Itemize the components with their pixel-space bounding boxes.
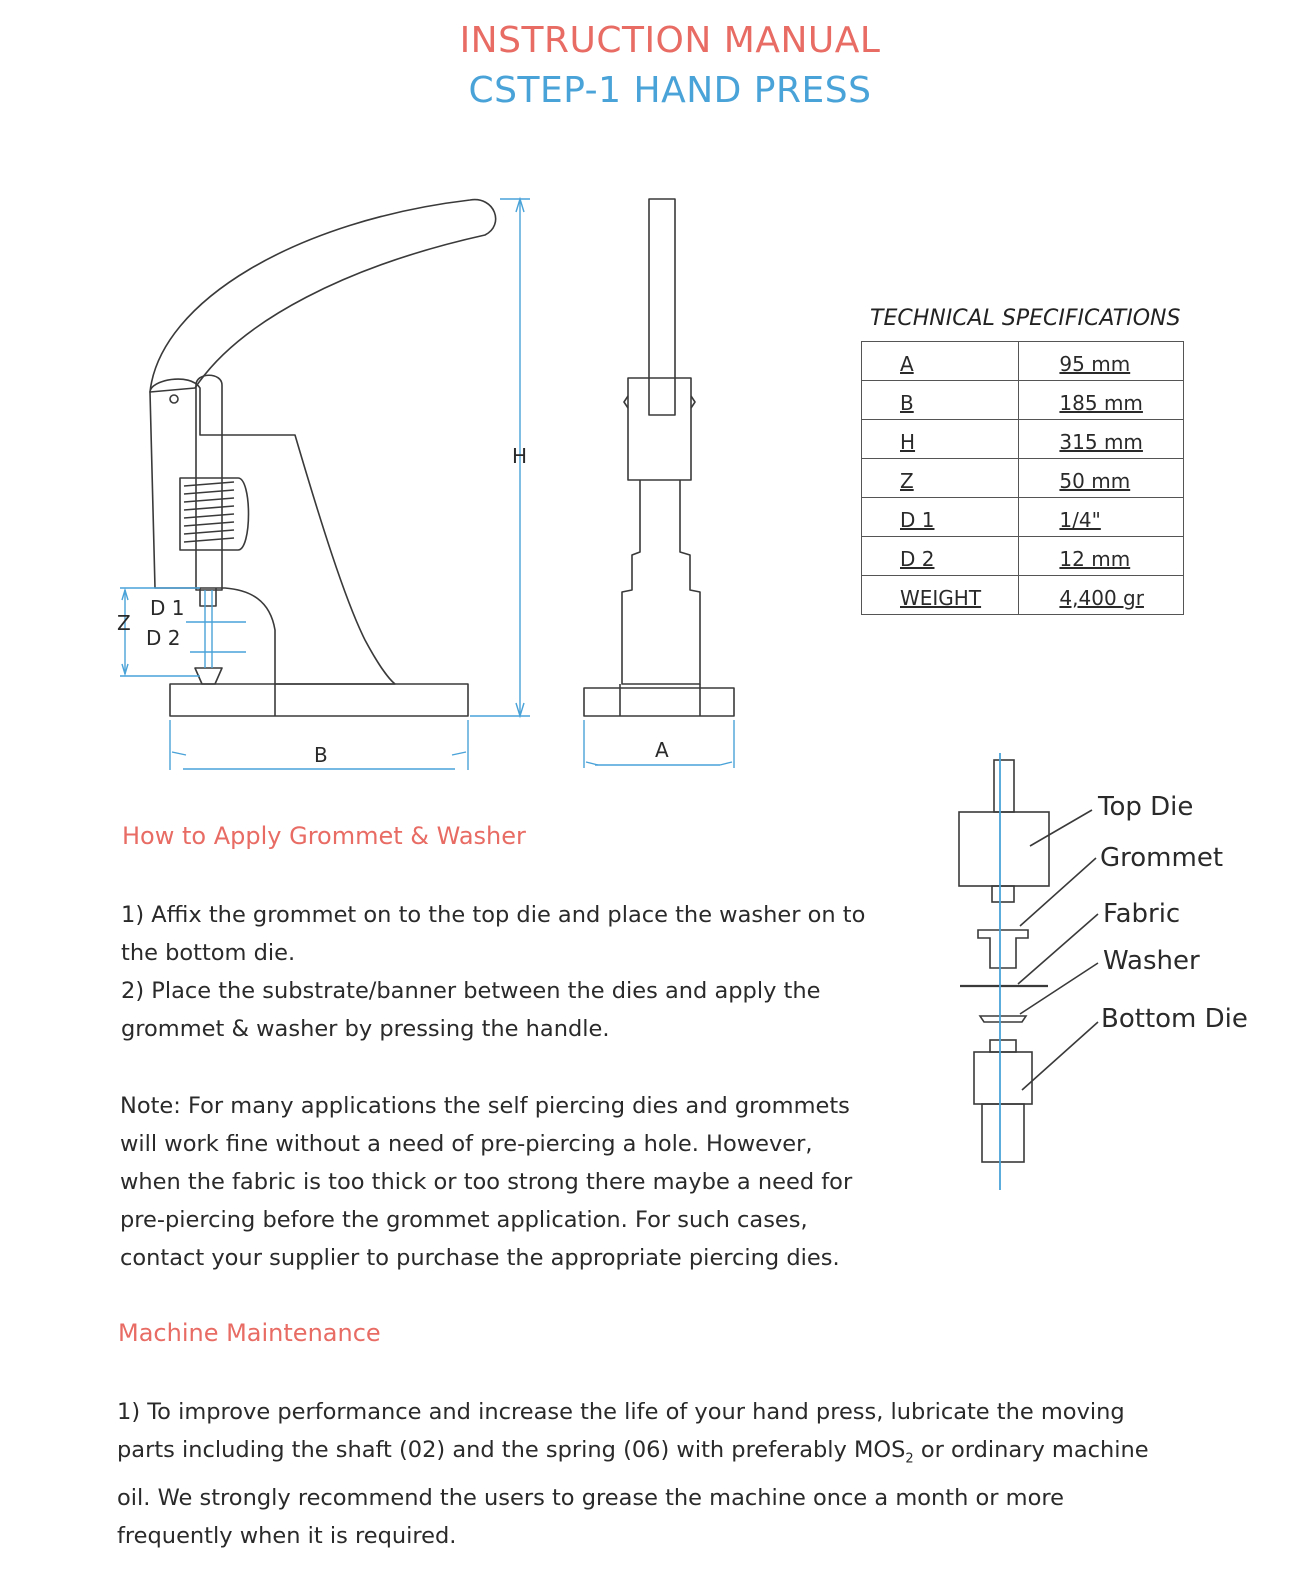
maintenance-heading: Machine Maintenance: [118, 1319, 381, 1347]
spec-value: 1/4": [1059, 508, 1101, 532]
spec-value: 315 mm: [1059, 430, 1143, 454]
spec-label-cell: [862, 459, 1019, 498]
spec-value-cell: [1019, 420, 1184, 459]
spec-row: [862, 420, 1184, 459]
spec-row: [862, 498, 1184, 537]
page-title: INSTRUCTION MANUAL: [459, 20, 881, 61]
spec-value: 12 mm: [1059, 547, 1131, 571]
label-bottom-die: Bottom Die: [1101, 1004, 1248, 1034]
note-paragraph: [120, 1087, 852, 1277]
apply-line: the bottom die.: [121, 940, 296, 966]
spec-row: [862, 459, 1184, 498]
label-washer: Washer: [1103, 946, 1200, 976]
spec-label-cell: [862, 381, 1019, 420]
spec-row: [862, 342, 1184, 381]
spec-label-cell: [862, 576, 1019, 615]
spec-label: Z: [900, 469, 914, 493]
spec-label: D 2: [900, 547, 935, 571]
note-line: pre-piercing before the grommet application. For such cases,: [120, 1207, 808, 1233]
label-fabric: Fabric: [1103, 899, 1181, 929]
spec-label-cell: [862, 537, 1019, 576]
spec-value: 185 mm: [1059, 391, 1143, 415]
spec-value: 95 mm: [1059, 352, 1131, 376]
maintenance-text: parts including the shaft (02) and the spring (06) with preferably MOS: [117, 1437, 906, 1463]
pivot-pin: [170, 395, 178, 403]
top-die-diagram: [959, 812, 1049, 886]
spec-value-cell: [1019, 381, 1184, 420]
maintenance-line: oil. We strongly recommend the users to grease the machine once a month or more: [117, 1484, 1064, 1511]
spec-row: [862, 381, 1184, 420]
maintenance-line: frequently when it is required.: [117, 1522, 457, 1549]
spec-value-cell: [1019, 498, 1184, 537]
dim-label-d2: D 2: [146, 626, 181, 650]
spring-coils: [184, 482, 234, 542]
spec-value-cell: [1019, 459, 1184, 498]
spec-title: TECHNICAL SPECIFICATIONS: [870, 306, 1181, 331]
top-die-tip: [992, 886, 1014, 902]
front-head: [628, 378, 691, 480]
spec-label: A: [900, 352, 914, 376]
spec-row: [862, 537, 1184, 576]
note-line: when the fabric is too thick or too strong there maybe a need for: [120, 1169, 853, 1195]
bottom-die-tip: [990, 1040, 1016, 1052]
dim-label-a: A: [655, 738, 669, 762]
washer-diagram: [980, 1016, 1026, 1022]
spec-value-cell: [1019, 576, 1184, 615]
apply-heading: How to Apply Grommet & Washer: [122, 822, 526, 850]
spec-label: B: [900, 391, 914, 415]
apply-line: 2) Place the substrate/banner between the dies and apply the: [121, 978, 821, 1004]
press-body: [150, 379, 395, 684]
spec-value-cell: [1019, 537, 1184, 576]
apply-instructions: [121, 896, 865, 1048]
spec-value-cell: [1019, 342, 1184, 381]
spec-label: WEIGHT: [900, 586, 982, 610]
maintenance-text: or ordinary machine: [913, 1437, 1149, 1463]
spec-label-cell: [862, 420, 1019, 459]
page-subtitle: CSTEP-1 HAND PRESS: [468, 70, 872, 111]
spec-label-cell: [862, 498, 1019, 537]
spec-label: D 1: [900, 508, 935, 532]
dim-label-h: H: [512, 444, 528, 468]
dim-label-d1: D 1: [150, 596, 185, 620]
handle-shape: [150, 200, 496, 392]
label-grommet: Grommet: [1100, 843, 1224, 873]
spec-value: 50 mm: [1059, 469, 1131, 493]
spec-row: [862, 576, 1184, 615]
front-base: [584, 688, 734, 716]
dim-label-z: Z: [117, 611, 131, 635]
maintenance-line: 1) To improve performance and increase the life of your hand press, lubricate the moving: [117, 1399, 1125, 1425]
grommet-diagram: [978, 930, 1028, 968]
apply-line: grommet & washer by pressing the handle.: [121, 1016, 610, 1042]
maintenance-line: [117, 1431, 1149, 1479]
note-line: contact your supplier to purchase the appropriate piercing dies.: [120, 1245, 840, 1271]
shaft-shape: [994, 760, 1014, 812]
bottom-die-diagram: [974, 1052, 1032, 1104]
note-line: will work fine without a need of pre-piercing a hole. However,: [120, 1131, 813, 1157]
spec-label-cell: [862, 342, 1019, 381]
note-line: Note: For many applications the self piercing dies and grommets: [120, 1093, 850, 1119]
bottom-die-stem: [982, 1104, 1024, 1162]
maintenance-paragraph: [117, 1393, 1149, 1555]
press-base: [170, 684, 468, 716]
front-handle: [649, 199, 675, 415]
apply-line: 1) Affix the grommet on to the top die and place the washer on to: [121, 902, 866, 928]
front-column: [622, 480, 700, 684]
spec-table: [861, 341, 1184, 615]
label-top-die: Top Die: [1098, 792, 1194, 822]
maintenance-subscript: 2: [905, 1451, 914, 1467]
dim-label-b: B: [314, 743, 328, 767]
spec-value: 4,400 gr: [1059, 586, 1144, 610]
spec-label: H: [900, 430, 916, 454]
